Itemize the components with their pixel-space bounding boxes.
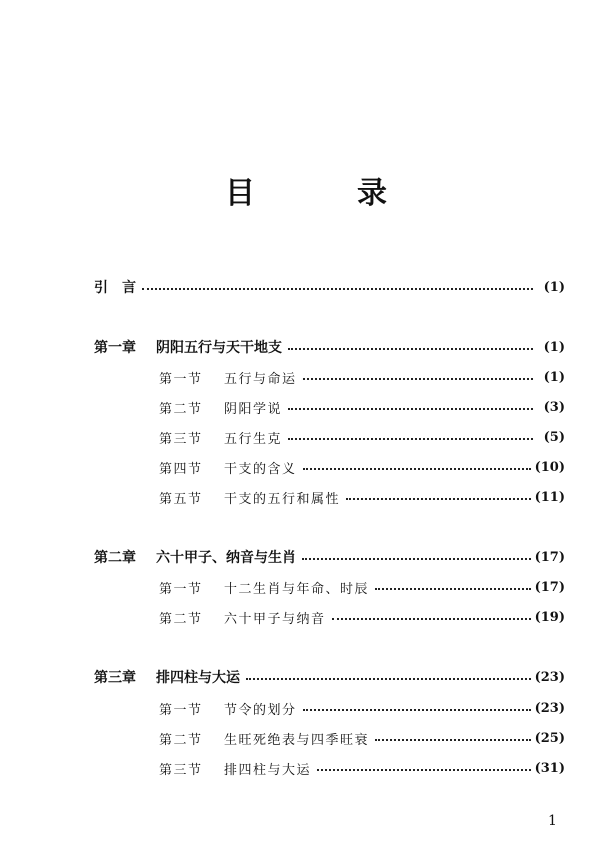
section-title: 六十甲子与纳音 (224, 611, 326, 627)
toc-intro[interactable] (94, 276, 565, 298)
section-number: 第一节 (159, 702, 203, 718)
dot-leader (346, 498, 531, 500)
chapter-title: 阴阳五行与天干地支 (156, 340, 282, 356)
toc-page-number: (19) (534, 609, 565, 625)
page-number: 1 (548, 813, 557, 829)
toc-section[interactable] (159, 757, 565, 779)
section-number: 第一节 (159, 371, 203, 387)
dot-leader (332, 618, 531, 620)
toc-intro-label: 引 言 (94, 280, 136, 296)
section-title: 五行与命运 (224, 371, 297, 387)
toc-section[interactable] (159, 727, 565, 749)
section-title: 十二生肖与年命、时辰 (224, 581, 370, 597)
toc-page-number: (25) (534, 730, 565, 746)
section-title: 干支的五行和属性 (224, 491, 341, 507)
dot-leader (142, 288, 533, 290)
section-number: 第一节 (159, 581, 203, 597)
toc-section[interactable] (159, 606, 565, 628)
toc-section[interactable] (159, 697, 565, 719)
toc-chapter[interactable] (94, 666, 565, 688)
chapter-number: 第二章 (94, 550, 136, 566)
chapter-number: 第一章 (94, 340, 136, 356)
section-title: 阴阳学说 (224, 401, 283, 417)
section-number: 第二节 (159, 611, 203, 627)
chapter-title: 排四柱与大运 (156, 670, 240, 686)
toc-page-number: (10) (534, 459, 565, 475)
section-number: 第三节 (159, 431, 203, 447)
dot-leader (288, 408, 533, 410)
page-title: 目 录 (225, 176, 423, 211)
dot-leader (375, 588, 531, 590)
toc-section[interactable] (159, 576, 565, 598)
toc-page-number: (1) (543, 279, 565, 295)
dot-leader (317, 769, 531, 771)
dot-leader (302, 558, 531, 560)
toc-section[interactable] (159, 396, 565, 418)
section-number: 第五节 (159, 491, 203, 507)
toc-section[interactable] (159, 426, 565, 448)
dot-leader (303, 709, 531, 711)
toc-page-number: (31) (534, 760, 565, 776)
section-title: 生旺死绝表与四季旺衰 (224, 732, 370, 748)
toc-page-number: (1) (543, 339, 565, 355)
chapter-title: 六十甲子、纳音与生肖 (156, 550, 296, 566)
toc-page-number: (3) (543, 399, 565, 415)
section-title: 排四柱与大运 (224, 762, 312, 778)
toc-page-number: (11) (534, 489, 565, 505)
section-number: 第二节 (159, 732, 203, 748)
toc-page-number: (17) (534, 579, 565, 595)
dot-leader (246, 678, 531, 680)
dot-leader (375, 739, 531, 741)
toc-section[interactable] (159, 366, 565, 388)
dot-leader (303, 378, 533, 380)
section-title: 节令的划分 (224, 702, 297, 718)
toc-section[interactable] (159, 486, 565, 508)
toc-page-number: (23) (534, 700, 565, 716)
section-title: 五行生克 (224, 431, 283, 447)
dot-leader (288, 348, 533, 350)
dot-leader (288, 438, 533, 440)
toc-section[interactable] (159, 456, 565, 478)
section-title: 干支的含义 (224, 461, 297, 477)
section-number: 第二节 (159, 401, 203, 417)
toc-page-number: (1) (543, 369, 565, 385)
section-number: 第三节 (159, 762, 203, 778)
chapter-number: 第三章 (94, 670, 136, 686)
toc-page-number: (23) (534, 669, 565, 685)
toc-page-number: (17) (534, 549, 565, 565)
toc-page-number: (5) (543, 429, 565, 445)
toc-chapter[interactable] (94, 336, 565, 358)
dot-leader (303, 468, 531, 470)
toc-chapter[interactable] (94, 546, 565, 568)
section-number: 第四节 (159, 461, 203, 477)
